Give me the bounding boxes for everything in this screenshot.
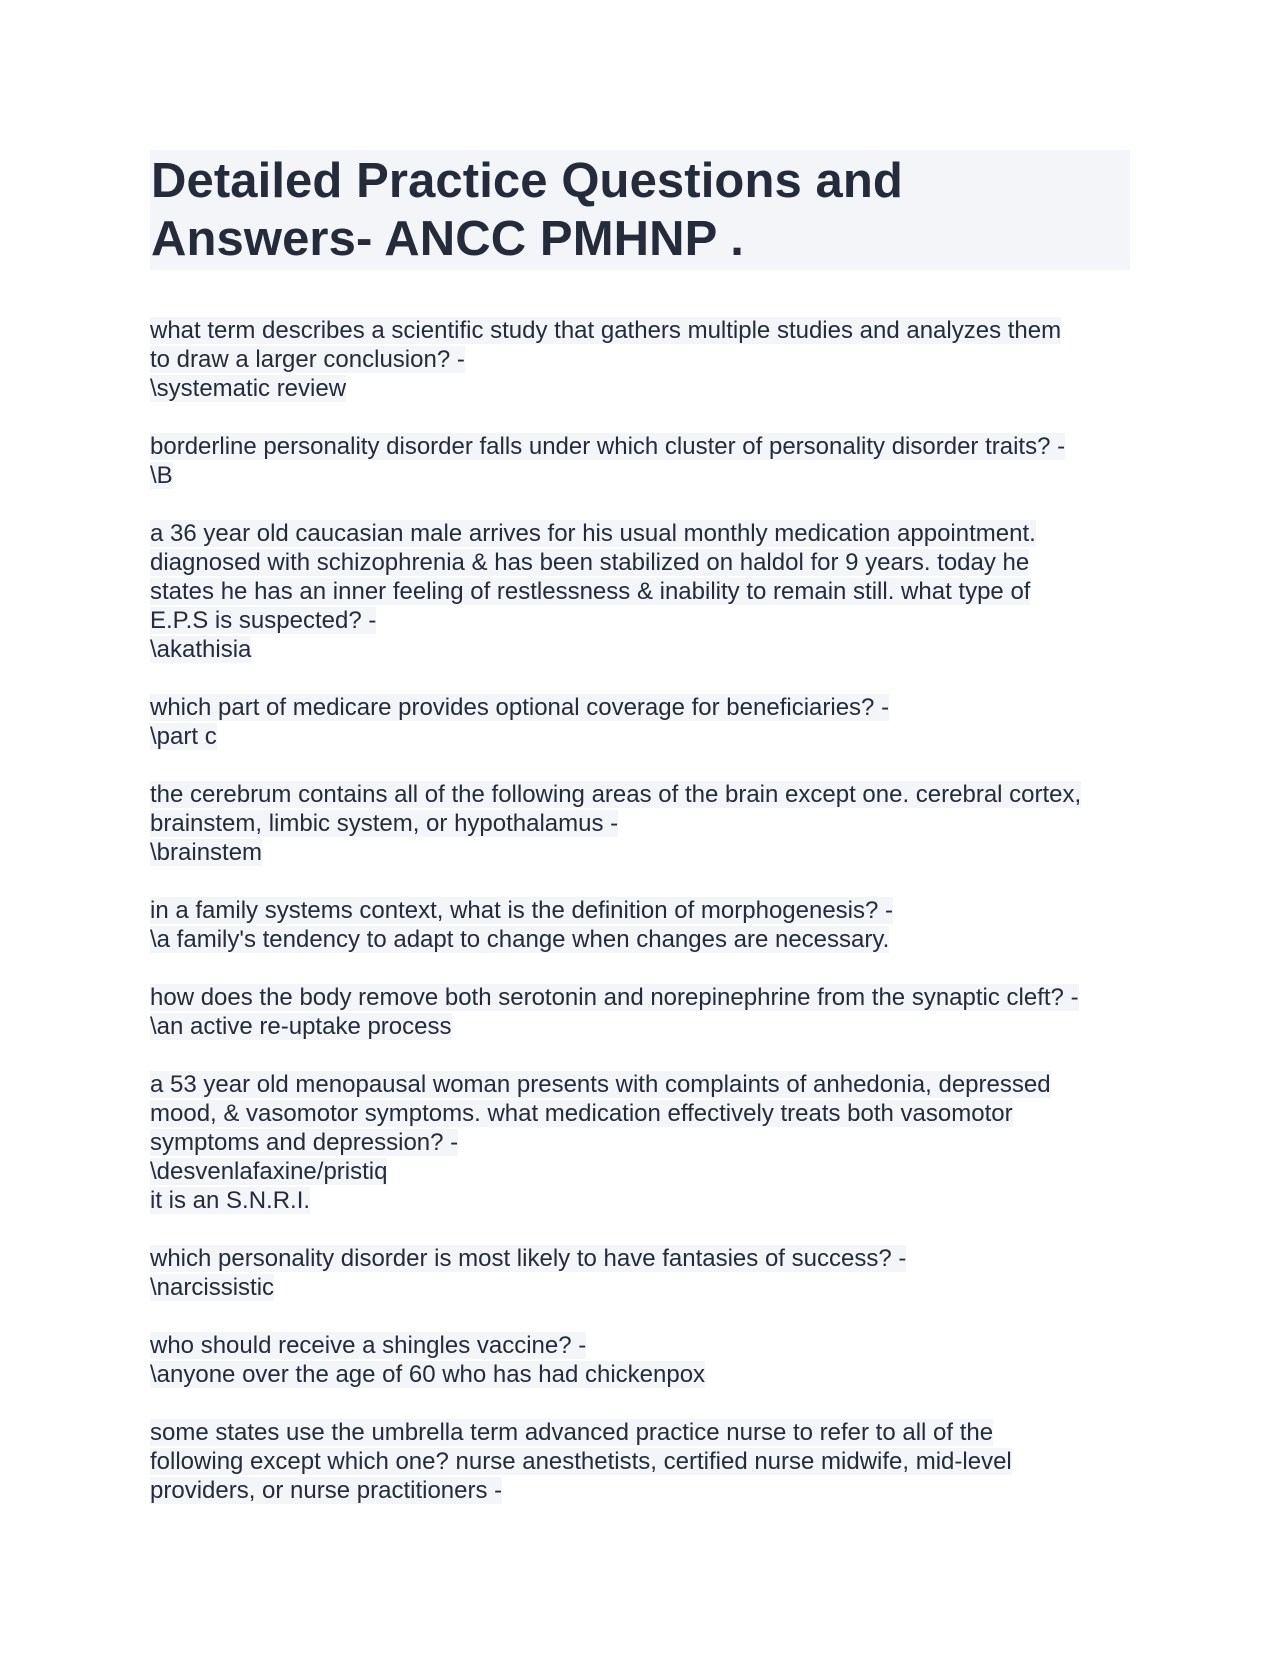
question-text: in a family systems context, what is the definition of morphogenesis? -	[150, 897, 894, 924]
qa-item	[150, 780, 1130, 867]
question-text: E.P.S is suspected? -	[150, 607, 377, 634]
question-text: what term describes a scientific study that gathers multiple studies and analyzes them	[150, 317, 1062, 344]
qa-item	[150, 693, 1130, 751]
question-text: who should receive a shingles vaccine? -	[150, 1332, 587, 1359]
question-text: a 36 year old caucasian male arrives for his usual monthly medication appointment.	[150, 520, 1036, 547]
qa-item	[150, 316, 1130, 403]
question-text: to draw a larger conclusion? -	[150, 346, 465, 373]
question-text: symptoms and depression? -	[150, 1129, 459, 1156]
document-title	[151, 152, 1130, 268]
question-text: brainstem, limbic system, or hypothalamus -	[150, 810, 619, 837]
qa-item	[150, 983, 1130, 1041]
title-line: Answers- ANCC PMHNP .	[151, 212, 744, 266]
question-text: borderline personality disorder falls under which cluster of personality disorder traits? -	[150, 433, 1066, 460]
question-text: the cerebrum contains all of the following areas of the brain except one. cerebral cortex,	[150, 781, 1082, 808]
title-line: Detailed Practice Questions and	[151, 154, 903, 208]
qa-item	[150, 1244, 1130, 1302]
question-text: how does the body remove both serotonin and norepinephrine from the synaptic cleft? -	[150, 984, 1079, 1011]
qa-item	[150, 432, 1130, 490]
qa-item	[150, 1070, 1130, 1215]
question-text: mood, & vasomotor symptoms. what medication effectively treats both vasomotor	[150, 1100, 1013, 1127]
answer-text: \an active re-uptake process	[150, 1013, 452, 1040]
question-text: following except which one? nurse anesthetists, certified nurse midwife, mid-level	[150, 1448, 1012, 1475]
answer-text: \anyone over the age of 60 who has had chickenpox	[150, 1361, 706, 1388]
answer-text: \brainstem	[150, 839, 263, 866]
question-text: diagnosed with schizophrenia & has been stabilized on haldol for 9 years. today he	[150, 549, 1030, 576]
document-title-block	[150, 150, 1130, 270]
answer-text: \systematic review	[150, 375, 347, 402]
document-page	[150, 150, 1130, 1534]
qa-item	[150, 1418, 1130, 1505]
answer-text: \desvenlafaxine/pristiq	[150, 1158, 388, 1185]
answer-text: it is an S.N.R.I.	[150, 1187, 311, 1214]
question-text: which personality disorder is most likely to have fantasies of success? -	[150, 1245, 907, 1272]
answer-text: \a family's tendency to adapt to change when changes are necessary.	[150, 926, 890, 953]
answer-text: \akathisia	[150, 636, 252, 663]
answer-text: \B	[150, 462, 173, 489]
question-text: providers, or nurse practitioners -	[150, 1477, 503, 1504]
qa-item	[150, 896, 1130, 954]
question-text: states he has an inner feeling of restlessness & inability to remain still. what type of	[150, 578, 1031, 605]
answer-text: \part c	[150, 723, 217, 750]
question-text: a 53 year old menopausal woman presents with complaints of anhedonia, depressed	[150, 1071, 1051, 1098]
question-text: which part of medicare provides optional coverage for beneficiaries? -	[150, 694, 890, 721]
answer-text: \narcissistic	[150, 1274, 275, 1301]
question-text: some states use the umbrella term advanced practice nurse to refer to all of the	[150, 1419, 994, 1446]
qa-item	[150, 519, 1130, 664]
qa-list	[150, 316, 1130, 1505]
qa-item	[150, 1331, 1130, 1389]
